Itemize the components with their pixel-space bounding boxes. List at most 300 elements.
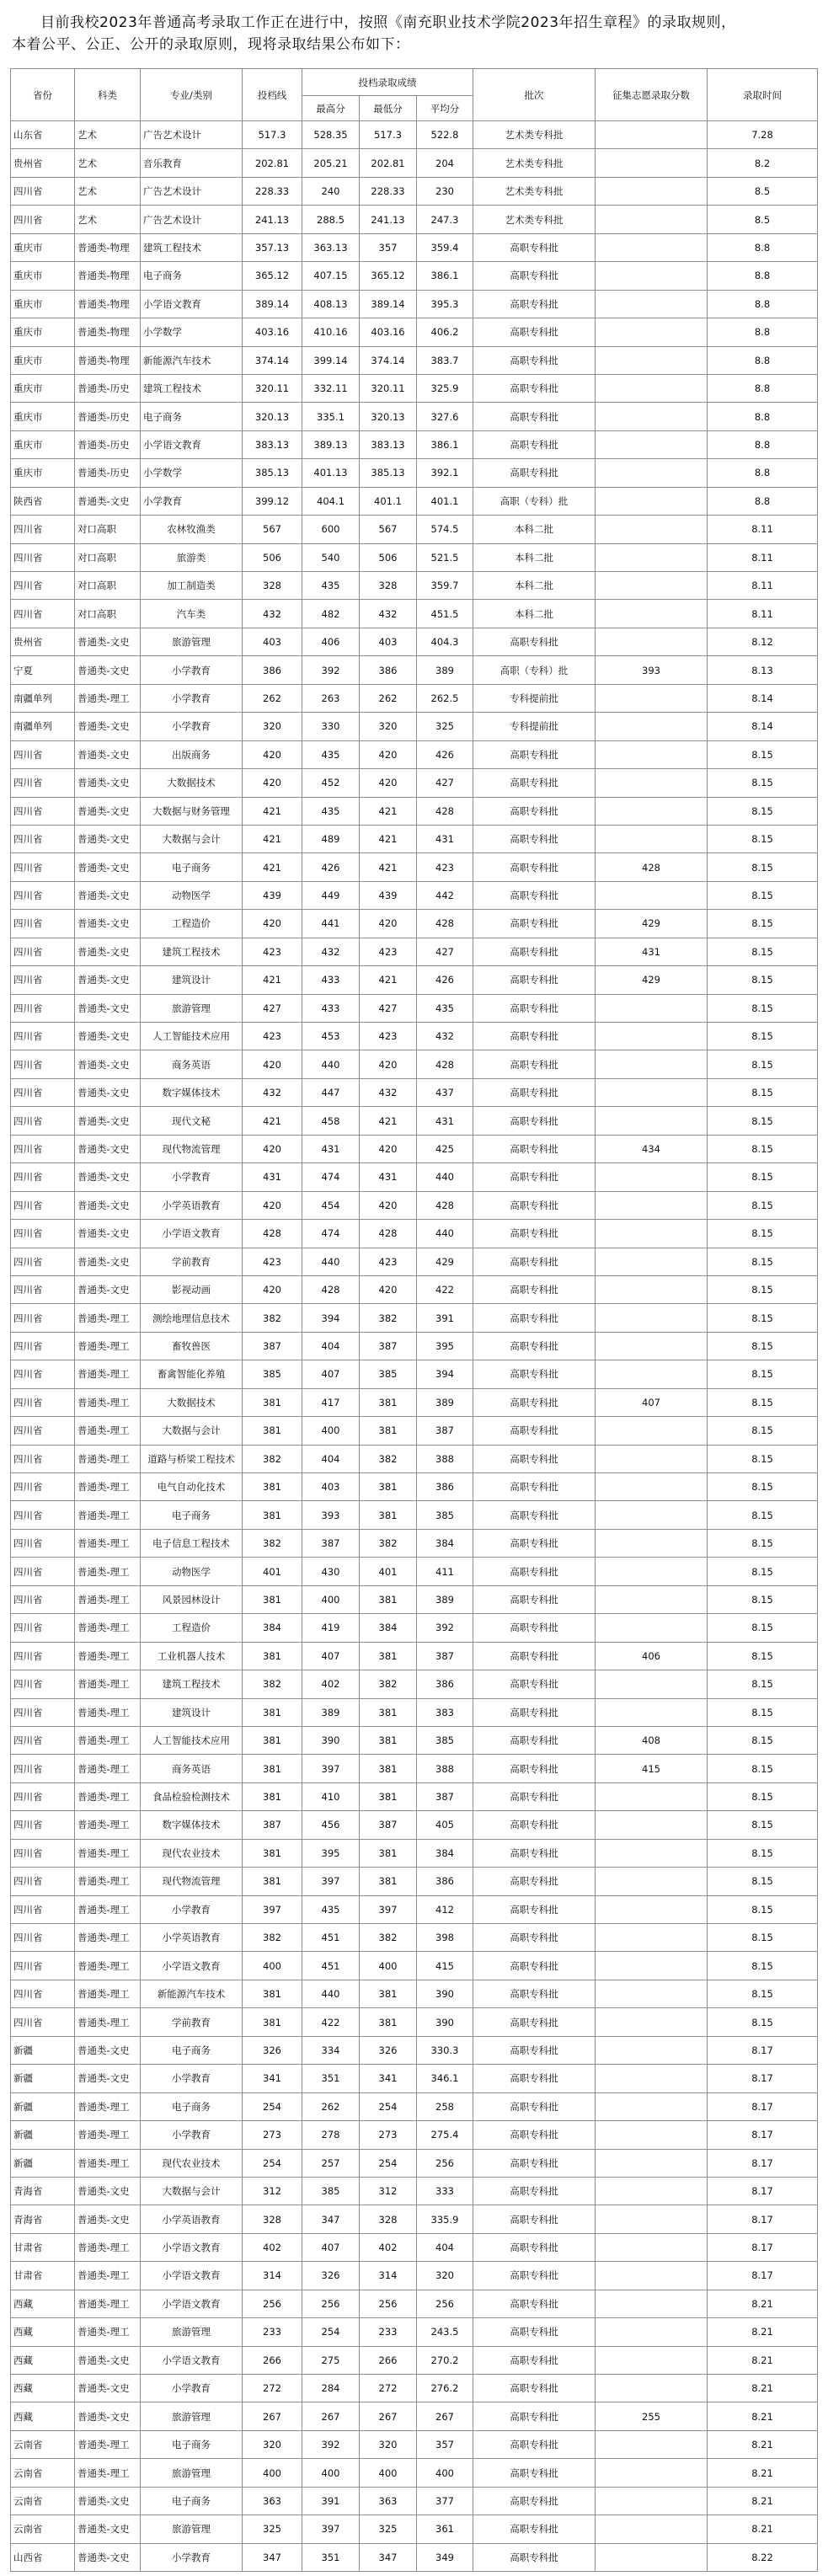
cell-control-line: 385.13 bbox=[243, 459, 302, 487]
cell-min: 256 bbox=[360, 2290, 417, 2317]
cell-control-line: 381 bbox=[243, 1417, 302, 1445]
cell-major: 农林牧渔类 bbox=[141, 516, 243, 543]
cell-supplementary-min bbox=[596, 1558, 708, 1585]
cell-province: 新疆 bbox=[11, 2149, 75, 2177]
cell-major: 学前教育 bbox=[141, 1248, 243, 1275]
cell-date: 8.15 bbox=[708, 1501, 818, 1529]
cell-supplementary-min bbox=[596, 121, 708, 149]
cell-control-line: 432 bbox=[243, 600, 302, 628]
cell-supplementary-min bbox=[596, 2008, 708, 2036]
cell-batch: 高职专科批 bbox=[473, 2036, 596, 2064]
cell-date: 8.15 bbox=[708, 1726, 818, 1754]
cell-avg: 521.5 bbox=[417, 543, 473, 571]
cell-major: 工业机器人技术 bbox=[141, 1642, 243, 1670]
cell-supplementary-min bbox=[596, 1445, 708, 1472]
cell-province: 四川省 bbox=[11, 177, 75, 205]
table-row bbox=[11, 572, 818, 600]
cell-max: 330 bbox=[302, 713, 360, 740]
cell-category: 普通类-文史 bbox=[75, 740, 141, 768]
cell-avg: 386 bbox=[417, 1670, 473, 1698]
table-row bbox=[11, 1698, 818, 1726]
cell-category: 普通类-文史 bbox=[75, 1191, 141, 1219]
header-control-line: 投档线 bbox=[243, 69, 302, 121]
table-row bbox=[11, 374, 818, 402]
cell-major: 大数据与会计 bbox=[141, 2177, 243, 2205]
cell-category: 普通类-文史 bbox=[75, 2205, 141, 2233]
cell-max: 240 bbox=[302, 177, 360, 205]
table-row bbox=[11, 2177, 818, 2205]
table-row bbox=[11, 1501, 818, 1529]
cell-date: 8.15 bbox=[708, 1304, 818, 1332]
cell-supplementary-min bbox=[596, 797, 708, 825]
cell-major: 小学教育 bbox=[141, 656, 243, 684]
cell-avg: 385 bbox=[417, 1501, 473, 1529]
cell-date: 8.15 bbox=[708, 1332, 818, 1360]
cell-category: 普通类-文史 bbox=[75, 2177, 141, 2205]
table-row bbox=[11, 1078, 818, 1106]
cell-control-line: 420 bbox=[243, 1275, 302, 1303]
cell-supplementary-min bbox=[596, 2262, 708, 2290]
cell-control-line: 328 bbox=[243, 2205, 302, 2233]
cell-avg: 451.5 bbox=[417, 600, 473, 628]
cell-category: 普通类-理工 bbox=[75, 1529, 141, 1557]
cell-province: 四川省 bbox=[11, 740, 75, 768]
cell-supplementary-min bbox=[596, 1670, 708, 1698]
cell-major: 旅游管理 bbox=[141, 2318, 243, 2346]
cell-supplementary-min bbox=[596, 346, 708, 374]
cell-date: 8.8 bbox=[708, 262, 818, 290]
cell-max: 392 bbox=[302, 656, 360, 684]
cell-control-line: 423 bbox=[243, 938, 302, 965]
cell-supplementary-min bbox=[596, 1248, 708, 1275]
cell-date: 8.15 bbox=[708, 1417, 818, 1445]
cell-control-line: 233 bbox=[243, 2318, 302, 2346]
cell-min: 403.16 bbox=[360, 318, 417, 346]
cell-supplementary-min bbox=[596, 459, 708, 487]
cell-category: 普通类-理工 bbox=[75, 1445, 141, 1472]
table-row bbox=[11, 1670, 818, 1698]
cell-min: 421 bbox=[360, 825, 417, 852]
cell-max: 407 bbox=[302, 1360, 360, 1388]
table-row bbox=[11, 1585, 818, 1613]
cell-major: 建筑设计 bbox=[141, 1698, 243, 1726]
cell-avg: 349 bbox=[417, 2543, 473, 2571]
cell-control-line: 428 bbox=[243, 1220, 302, 1248]
cell-batch: 高职专科批 bbox=[473, 2515, 596, 2543]
cell-category: 普通类-理工 bbox=[75, 2008, 141, 2036]
cell-date: 8.15 bbox=[708, 1248, 818, 1275]
cell-province: 重庆市 bbox=[11, 374, 75, 402]
table-row bbox=[11, 1473, 818, 1501]
cell-batch: 高职专科批 bbox=[473, 769, 596, 797]
cell-major: 旅游管理 bbox=[141, 2459, 243, 2487]
cell-date: 8.11 bbox=[708, 543, 818, 571]
cell-batch: 艺术类专科批 bbox=[473, 206, 596, 233]
table-row bbox=[11, 1107, 818, 1135]
cell-avg: 386.1 bbox=[417, 430, 473, 458]
cell-min: 381 bbox=[360, 1980, 417, 2007]
cell-batch: 高职专科批 bbox=[473, 1388, 596, 1416]
table-row bbox=[11, 233, 818, 261]
cell-avg: 428 bbox=[417, 1050, 473, 1078]
cell-batch: 本科二批 bbox=[473, 572, 596, 600]
cell-major: 电子商务 bbox=[141, 403, 243, 430]
cell-batch: 高职专科批 bbox=[473, 2092, 596, 2120]
cell-date: 8.5 bbox=[708, 206, 818, 233]
cell-avg: 423 bbox=[417, 853, 473, 881]
cell-province: 四川省 bbox=[11, 1078, 75, 1106]
cell-max: 417 bbox=[302, 1388, 360, 1416]
cell-date: 8.17 bbox=[708, 2262, 818, 2290]
cell-control-line: 228.33 bbox=[243, 177, 302, 205]
header-batch: 批次 bbox=[473, 69, 596, 121]
cell-avg: 388 bbox=[417, 1445, 473, 1472]
cell-avg: 391 bbox=[417, 1304, 473, 1332]
cell-supplementary-min: 415 bbox=[596, 1755, 708, 1782]
cell-control-line: 400 bbox=[243, 2459, 302, 2487]
cell-max: 400 bbox=[302, 1585, 360, 1613]
cell-avg: 383 bbox=[417, 1698, 473, 1726]
cell-min: 385 bbox=[360, 1360, 417, 1388]
table-row bbox=[11, 1952, 818, 1980]
cell-control-line: 403.16 bbox=[243, 318, 302, 346]
cell-category: 普通类-文史 bbox=[75, 1135, 141, 1162]
cell-supplementary-min bbox=[596, 1980, 708, 2007]
cell-batch: 高职专科批 bbox=[473, 825, 596, 852]
cell-control-line: 421 bbox=[243, 825, 302, 852]
cell-province: 四川省 bbox=[11, 769, 75, 797]
cell-supplementary-min bbox=[596, 2092, 708, 2120]
table-row bbox=[11, 1220, 818, 1248]
cell-max: 410 bbox=[302, 1782, 360, 1810]
cell-category: 普通类-文史 bbox=[75, 2375, 141, 2402]
cell-max: 334 bbox=[302, 2036, 360, 2064]
cell-category: 普通类-理工 bbox=[75, 1895, 141, 1923]
cell-major: 大数据技术 bbox=[141, 1388, 243, 1416]
cell-date: 8.15 bbox=[708, 1445, 818, 1472]
cell-major: 大数据与会计 bbox=[141, 1417, 243, 1445]
cell-control-line: 506 bbox=[243, 543, 302, 571]
cell-major: 畜禽智能化养殖 bbox=[141, 1360, 243, 1388]
cell-min: 363 bbox=[360, 2487, 417, 2515]
cell-category: 普通类-理工 bbox=[75, 2290, 141, 2317]
table-row bbox=[11, 2092, 818, 2120]
cell-province: 四川省 bbox=[11, 1248, 75, 1275]
cell-max: 428 bbox=[302, 1275, 360, 1303]
cell-date: 8.15 bbox=[708, 769, 818, 797]
cell-date: 8.15 bbox=[708, 1191, 818, 1219]
cell-avg: 262.5 bbox=[417, 684, 473, 712]
table-row bbox=[11, 2205, 818, 2233]
cell-supplementary-min: 431 bbox=[596, 938, 708, 965]
cell-avg: 428 bbox=[417, 1191, 473, 1219]
cell-date: 8.15 bbox=[708, 797, 818, 825]
cell-province: 四川省 bbox=[11, 1107, 75, 1135]
cell-date: 8.15 bbox=[708, 1868, 818, 1895]
cell-max: 440 bbox=[302, 1248, 360, 1275]
cell-major: 测绘地理信息技术 bbox=[141, 1304, 243, 1332]
cell-min: 385.13 bbox=[360, 459, 417, 487]
cell-supplementary-min bbox=[596, 1360, 708, 1388]
cell-max: 397 bbox=[302, 2515, 360, 2543]
cell-category: 普通类-文史 bbox=[75, 797, 141, 825]
cell-batch: 高职专科批 bbox=[473, 853, 596, 881]
cell-avg: 256 bbox=[417, 2149, 473, 2177]
cell-category: 普通类-文史 bbox=[75, 825, 141, 852]
table-row bbox=[11, 177, 818, 205]
cell-major: 小学教育 bbox=[141, 2375, 243, 2402]
cell-category: 普通类-理工 bbox=[75, 2233, 141, 2261]
cell-avg: 415 bbox=[417, 1952, 473, 1980]
cell-category: 普通类-理工 bbox=[75, 2430, 141, 2458]
cell-major: 现代文秘 bbox=[141, 1107, 243, 1135]
cell-category: 普通类-理工 bbox=[75, 1304, 141, 1332]
cell-major: 小学教育 bbox=[141, 2121, 243, 2149]
cell-avg: 440 bbox=[417, 1163, 473, 1191]
table-row bbox=[11, 2346, 818, 2374]
cell-max: 430 bbox=[302, 1558, 360, 1585]
cell-date: 8.15 bbox=[708, 1220, 818, 1248]
cell-batch: 高职专科批 bbox=[473, 1642, 596, 1670]
cell-control-line: 387 bbox=[243, 1332, 302, 1360]
cell-supplementary-min bbox=[596, 318, 708, 346]
cell-min: 402 bbox=[360, 2233, 417, 2261]
cell-province: 南疆单列 bbox=[11, 713, 75, 740]
cell-supplementary-min: 434 bbox=[596, 1135, 708, 1162]
cell-province: 四川省 bbox=[11, 1473, 75, 1501]
cell-avg: 325 bbox=[417, 713, 473, 740]
cell-batch: 本科二批 bbox=[473, 543, 596, 571]
cell-province: 甘肃省 bbox=[11, 2233, 75, 2261]
cell-avg: 392 bbox=[417, 1614, 473, 1642]
cell-major: 电子商务 bbox=[141, 262, 243, 290]
cell-control-line: 385 bbox=[243, 1360, 302, 1388]
header-avg: 平均分 bbox=[417, 96, 473, 121]
cell-max: 390 bbox=[302, 1726, 360, 1754]
cell-max: 456 bbox=[302, 1811, 360, 1839]
cell-avg: 411 bbox=[417, 1558, 473, 1585]
cell-batch: 本科二批 bbox=[473, 516, 596, 543]
table-header bbox=[11, 69, 818, 121]
cell-max: 433 bbox=[302, 966, 360, 994]
table-row bbox=[11, 600, 818, 628]
cell-province: 四川省 bbox=[11, 543, 75, 571]
cell-supplementary-min bbox=[596, 1924, 708, 1952]
table-row bbox=[11, 149, 818, 177]
cell-min: 326 bbox=[360, 2036, 417, 2064]
table-row bbox=[11, 1023, 818, 1050]
cell-batch: 高职（专科）批 bbox=[473, 487, 596, 515]
cell-major: 旅游类 bbox=[141, 543, 243, 571]
cell-province: 西藏 bbox=[11, 2346, 75, 2374]
cell-supplementary-min bbox=[596, 543, 708, 571]
cell-batch: 高职专科批 bbox=[473, 1614, 596, 1642]
cell-category: 普通类-文史 bbox=[75, 2065, 141, 2092]
cell-max: 433 bbox=[302, 994, 360, 1022]
cell-avg: 389 bbox=[417, 1585, 473, 1613]
cell-supplementary-min bbox=[596, 684, 708, 712]
cell-max: 407.15 bbox=[302, 262, 360, 290]
cell-max: 395 bbox=[302, 1839, 360, 1867]
cell-batch: 本科二批 bbox=[473, 600, 596, 628]
cell-province: 四川省 bbox=[11, 1980, 75, 2007]
cell-major: 影视动画 bbox=[141, 1275, 243, 1303]
cell-date: 8.15 bbox=[708, 1529, 818, 1557]
cell-category: 对口高职 bbox=[75, 516, 141, 543]
cell-batch: 高职专科批 bbox=[473, 2205, 596, 2233]
cell-province: 四川省 bbox=[11, 1782, 75, 1810]
admission-results-table bbox=[10, 68, 818, 2572]
table-row bbox=[11, 346, 818, 374]
cell-min: 320 bbox=[360, 2430, 417, 2458]
cell-control-line: 381 bbox=[243, 1585, 302, 1613]
cell-control-line: 381 bbox=[243, 1388, 302, 1416]
cell-control-line: 381 bbox=[243, 1839, 302, 1867]
cell-province: 四川省 bbox=[11, 881, 75, 909]
cell-max: 489 bbox=[302, 825, 360, 852]
cell-control-line: 320.13 bbox=[243, 403, 302, 430]
cell-supplementary-min bbox=[596, 1614, 708, 1642]
cell-control-line: 320 bbox=[243, 713, 302, 740]
cell-control-line: 256 bbox=[243, 2290, 302, 2317]
cell-date: 8.17 bbox=[708, 2149, 818, 2177]
cell-avg: 383.7 bbox=[417, 346, 473, 374]
cell-batch: 高职专科批 bbox=[473, 1248, 596, 1275]
cell-batch: 高职专科批 bbox=[473, 2318, 596, 2346]
cell-min: 357 bbox=[360, 233, 417, 261]
cell-max: 332.11 bbox=[302, 374, 360, 402]
cell-batch: 高职专科批 bbox=[473, 910, 596, 938]
cell-date: 8.17 bbox=[708, 2177, 818, 2205]
cell-major: 广告艺术设计 bbox=[141, 206, 243, 233]
cell-date: 8.15 bbox=[708, 966, 818, 994]
cell-max: 387 bbox=[302, 1529, 360, 1557]
cell-province: 四川省 bbox=[11, 966, 75, 994]
cell-province: 四川省 bbox=[11, 1332, 75, 1360]
cell-batch: 高职专科批 bbox=[473, 459, 596, 487]
cell-min: 432 bbox=[360, 600, 417, 628]
intro-text bbox=[12, 12, 816, 56]
cell-province: 四川省 bbox=[11, 825, 75, 852]
cell-category: 对口高职 bbox=[75, 543, 141, 571]
cell-category: 普通类-理工 bbox=[75, 1388, 141, 1416]
cell-avg: 270.2 bbox=[417, 2346, 473, 2374]
cell-supplementary-min bbox=[596, 1895, 708, 1923]
cell-control-line: 382 bbox=[243, 1445, 302, 1472]
cell-major: 现代物流管理 bbox=[141, 1135, 243, 1162]
cell-province: 四川省 bbox=[11, 1755, 75, 1782]
cell-major: 旅游管理 bbox=[141, 2515, 243, 2543]
cell-control-line: 262 bbox=[243, 684, 302, 712]
cell-min: 506 bbox=[360, 543, 417, 571]
cell-date: 8.15 bbox=[708, 1135, 818, 1162]
cell-min: 262 bbox=[360, 684, 417, 712]
cell-batch: 高职专科批 bbox=[473, 2290, 596, 2317]
cell-max: 400 bbox=[302, 2459, 360, 2487]
cell-min: 401 bbox=[360, 1558, 417, 1585]
cell-province: 四川省 bbox=[11, 1924, 75, 1952]
cell-max: 458 bbox=[302, 1107, 360, 1135]
cell-category: 普通类-理工 bbox=[75, 1980, 141, 2007]
cell-date: 8.15 bbox=[708, 1023, 818, 1050]
cell-max: 392 bbox=[302, 2430, 360, 2458]
cell-min: 431 bbox=[360, 1163, 417, 1191]
cell-min: 233 bbox=[360, 2318, 417, 2346]
cell-max: 431 bbox=[302, 1135, 360, 1162]
cell-date: 8.15 bbox=[708, 1755, 818, 1782]
cell-category: 普通类-历史 bbox=[75, 459, 141, 487]
cell-batch: 高职专科批 bbox=[473, 290, 596, 318]
table-row bbox=[11, 1388, 818, 1416]
cell-category: 普通类-文史 bbox=[75, 2402, 141, 2430]
table-row bbox=[11, 769, 818, 797]
cell-min: 320.13 bbox=[360, 403, 417, 430]
cell-date: 8.8 bbox=[708, 346, 818, 374]
cell-category: 艺术 bbox=[75, 206, 141, 233]
cell-major: 动物医学 bbox=[141, 1558, 243, 1585]
cell-max: 432 bbox=[302, 938, 360, 965]
cell-province: 新疆 bbox=[11, 2121, 75, 2149]
cell-province: 西藏 bbox=[11, 2290, 75, 2317]
cell-avg: 230 bbox=[417, 177, 473, 205]
cell-supplementary-min bbox=[596, 403, 708, 430]
cell-batch: 高职专科批 bbox=[473, 430, 596, 458]
cell-min: 273 bbox=[360, 2121, 417, 2149]
cell-date: 8.8 bbox=[708, 430, 818, 458]
header-supplementary-min: 征集志愿录取分数 bbox=[596, 69, 708, 121]
cell-date: 8.15 bbox=[708, 1698, 818, 1726]
table-row bbox=[11, 740, 818, 768]
cell-major: 小学语文教育 bbox=[141, 430, 243, 458]
cell-province: 四川省 bbox=[11, 1388, 75, 1416]
cell-supplementary-min bbox=[596, 1868, 708, 1895]
table-body bbox=[11, 121, 818, 2572]
cell-supplementary-min bbox=[596, 2233, 708, 2261]
cell-control-line: 326 bbox=[243, 2036, 302, 2064]
cell-category: 普通类-理工 bbox=[75, 2092, 141, 2120]
cell-province: 四川省 bbox=[11, 1501, 75, 1529]
cell-batch: 高职专科批 bbox=[473, 346, 596, 374]
cell-date: 8.11 bbox=[708, 600, 818, 628]
cell-supplementary-min bbox=[596, 2290, 708, 2317]
cell-major: 小学语文教育 bbox=[141, 1952, 243, 1980]
cell-province: 云南省 bbox=[11, 2487, 75, 2515]
cell-date: 8.8 bbox=[708, 374, 818, 402]
cell-control-line: 421 bbox=[243, 966, 302, 994]
cell-avg: 428 bbox=[417, 797, 473, 825]
cell-category: 普通类-文史 bbox=[75, 628, 141, 655]
cell-category: 普通类-理工 bbox=[75, 2121, 141, 2149]
cell-max: 407 bbox=[302, 2233, 360, 2261]
cell-max: 399.14 bbox=[302, 346, 360, 374]
cell-min: 400 bbox=[360, 2459, 417, 2487]
table-row bbox=[11, 1050, 818, 1078]
cell-batch: 高职专科批 bbox=[473, 2008, 596, 2036]
cell-date: 8.15 bbox=[708, 881, 818, 909]
cell-province: 重庆市 bbox=[11, 403, 75, 430]
cell-province: 新疆 bbox=[11, 2036, 75, 2064]
cell-major: 小学语文教育 bbox=[141, 2262, 243, 2290]
cell-avg: 204 bbox=[417, 149, 473, 177]
cell-category: 普通类-物理 bbox=[75, 233, 141, 261]
cell-major: 现代农业技术 bbox=[141, 2149, 243, 2177]
header-date: 录取时间 bbox=[708, 69, 818, 121]
cell-major: 大数据技术 bbox=[141, 769, 243, 797]
cell-date: 8.15 bbox=[708, 910, 818, 938]
cell-major: 新能源汽车技术 bbox=[141, 346, 243, 374]
cell-max: 263 bbox=[302, 684, 360, 712]
cell-category: 普通类-文史 bbox=[75, 1078, 141, 1106]
